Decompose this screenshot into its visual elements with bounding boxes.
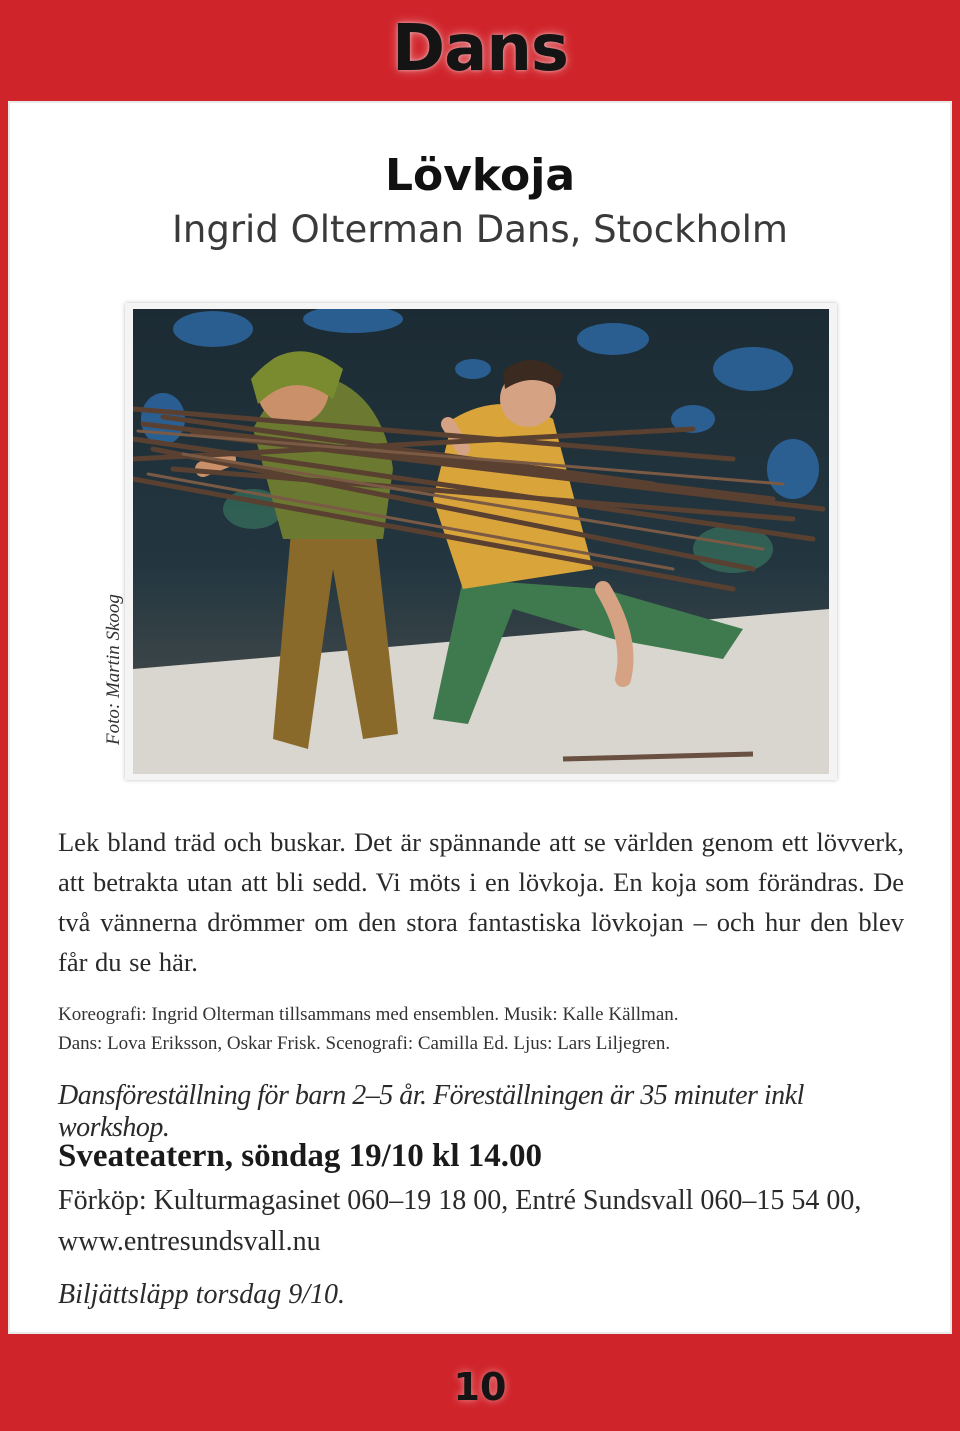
event-description: Lek bland träd och buskar. Det är spännande att se världen genom ett lövverk, att betrakta utan att bli sedd. Vi möts i en lövkoja. En koja som förändras. De två vännerna drömmer om den stora fantastiska lövkojan – och hur den blev får du se här. bbox=[58, 827, 904, 977]
audience-note: Dansföreställning för barn 2–5 år. Föreställningen är 35 minuter inkl workshop. bbox=[58, 1080, 804, 1143]
photo-frame bbox=[125, 303, 837, 780]
photo-credit: Foto: Martin Skoog bbox=[103, 594, 124, 745]
section-title: Dans bbox=[392, 12, 568, 86]
dance-photo bbox=[133, 309, 829, 774]
venue-date: Sveateatern, söndag 19/10 kl 14.00 bbox=[58, 1138, 543, 1174]
presale-info: Förköp: Kulturmagasinet 060–19 18 00, Entré Sundsvall 060–15 54 00, www.entresundsvall.nu bbox=[58, 1185, 862, 1257]
credits-line-2: Dans: Lova Eriksson, Oskar Frisk. Scenografi: Camilla Ed. Ljus: Lars Liljegren. bbox=[58, 1033, 671, 1054]
dance-photo-illustration bbox=[133, 309, 829, 774]
event-title: Lövkoja bbox=[384, 150, 576, 201]
credits-line-1: Koreografi: Ingrid Olterman tillsammans med ensemblen. Musik: Kalle Källman. bbox=[58, 1004, 679, 1025]
section-header bbox=[0, 0, 960, 100]
event-credits bbox=[58, 1000, 904, 1058]
page-footer bbox=[0, 1334, 960, 1431]
ticket-release: Biljättsläpp torsdag 9/10. bbox=[58, 1279, 346, 1310]
event-company: Ingrid Olterman Dans, Stockholm bbox=[172, 208, 788, 251]
page-number: 10 bbox=[453, 1364, 507, 1409]
